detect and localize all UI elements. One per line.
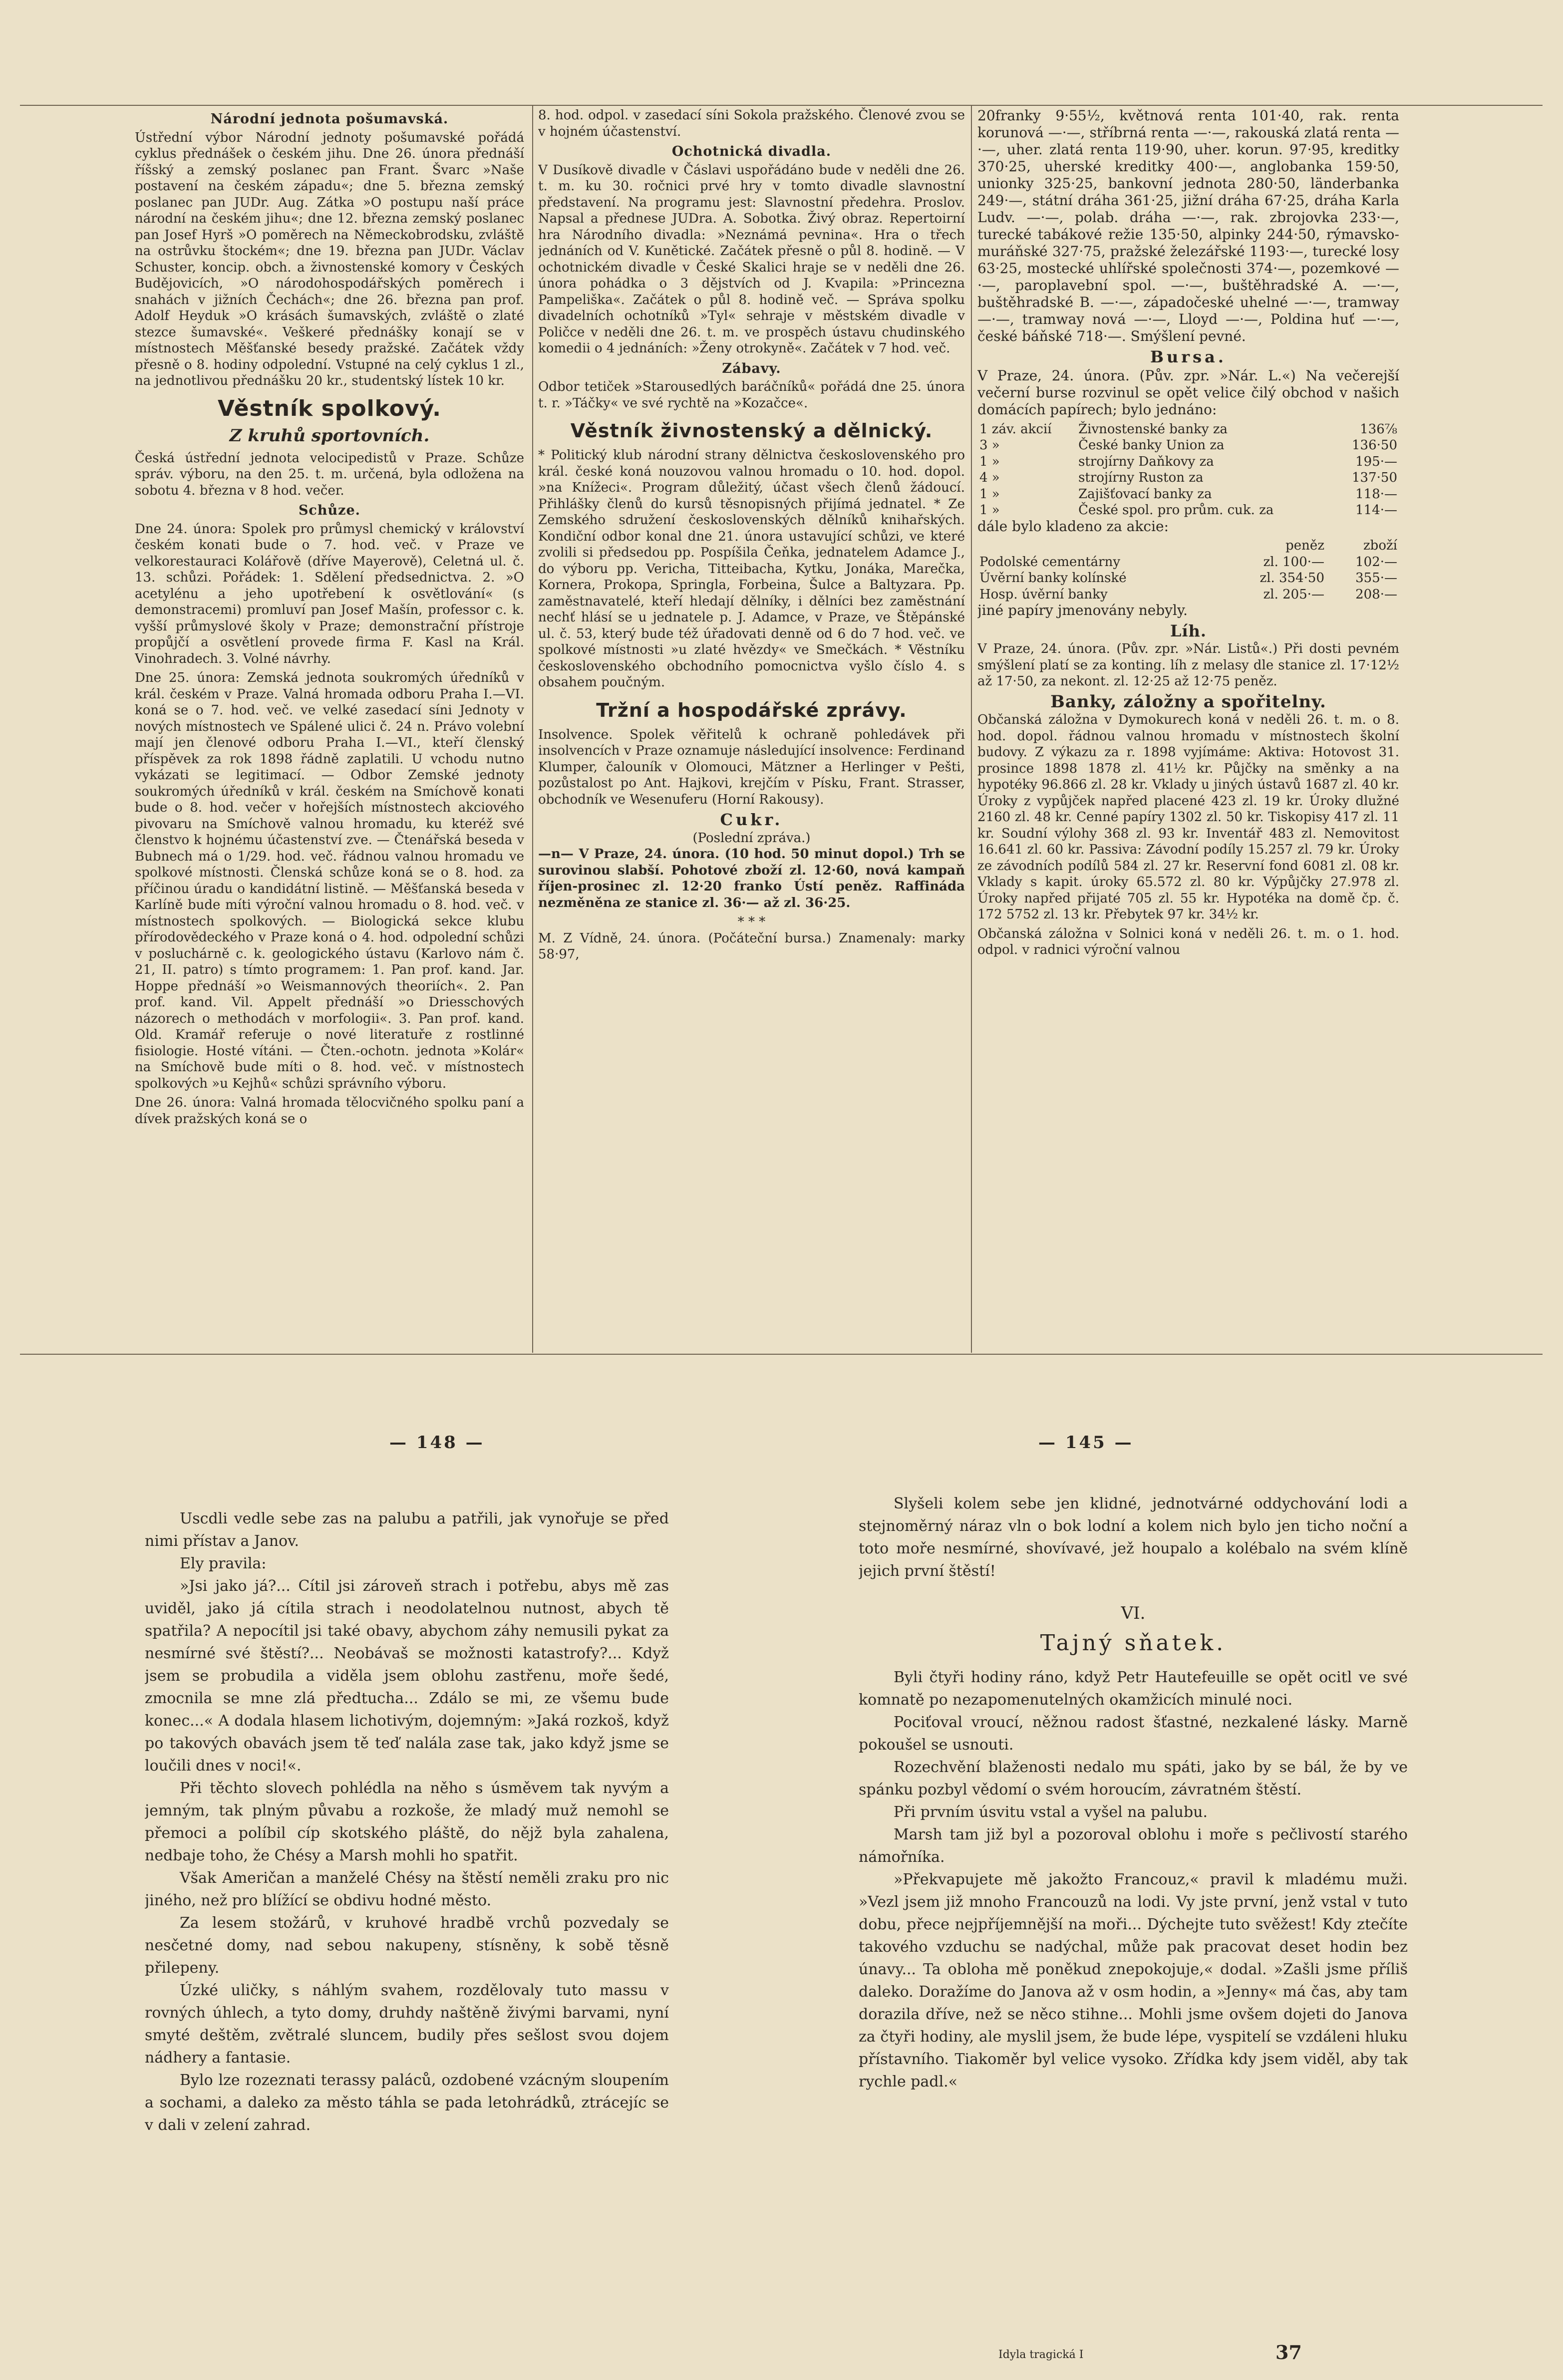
newspaper-column-2: [538, 107, 965, 1353]
schuze-text-2: Dne 25. února: Zemská jednota soukromých úředníků v král. českém v Praze. Valná hromada odboru Praha I.—VI. koná se o 7. hod. več. ve velké zasedací síni Jednoty v nových místnostech ve Spálené ulici č. 24 n. Právo volební mají jen členové odboru Praha I.—VI., kteří členský příspěvek za rok 1898 řádně zaplatili. U vchodu nutno vykázati se legitimací. — Odbor Zemské jednoty soukromých úředníků v král. českém na Smíchově konati bude o 8. hod. večer v hořejších místnostech akciového pivovaru na Smíchově valnou hromadu, ku kteréž své členstvo k hojnému účastenství zve. — Čtenářská beseda v Bubnech má o 1/29. hod. več. řádnou valnou hromadu ve spolkové místnosti. Členská schůze koná se o 8. hod. za příčinou úradu o kandidátní listině. — Měšťanská beseda v Karlíně bude míti výroční valnou hromadu o 8. hod. več. v místnostech spolkových. — Biologická sekce klubu přírodovědeckého v Praze koná o 4. hod. odpolední schůzi v posluchárně c. k. geologického ústavu (Karlovo nám č. 21, II. patro) s tímto programem: 1. Pan prof. kand. Jar. Hoppe přednáší »o Weismannových theoriích«. 2. Pan prof. kand. Vil. Appelt přednáší »o Driesschových názorech o methodách v morfologii«. 3. Pan prof. kand. Old. Kramář referuje o nové literatuře z rostlinné fisiologie. Hosté vítáni. — Čten.-ochotn. jednota »Kolár« na Smíchově bude míti o 8. hod. več. v místnostech spolkových »u Kejhů« schůzi správního výboru.: [135, 670, 524, 1091]
akcie-cell: Úvěrní banky kolínské: [979, 571, 1127, 586]
novel-paragraph: Marsh tam již byl a pozoroval oblohu i moře s pečlivostí starého námořníka.: [859, 1826, 1408, 1866]
stock-trades-table: [977, 421, 1399, 519]
stock-row: [977, 421, 1399, 438]
trzni-text: Insolvence. Spolek věřitelů k ochraně pohledávek při insolvencích v Praze oznamuje následující insolvence: Ferdinand Klumper, čalouník v Olomouci, Mätzner a Herlinger v Pešti, pozůstalost po Ant. Hajkovi, krejčím v Písku, Frant. Strasser, obchodník ve Wesenuferu (Horní Rakousy).: [538, 727, 965, 807]
novel-paragraph: »Jsi jako já?... Cítil jsi zároveň strach i potřebu, abys mě zas uviděl, jako já cítila strach i neodolatelnou nutnost, abych tě spatřila? A nepocítil jsi také obavy, abychom záhy nemusili pykat za nesmírné své štěstí?... Neobávaš se možnosti katastrofy?... Když jsem se probudila a viděla jsem oblohu zastřenu, moře šedé, zmocnila se mne zlá předtucha... Zdálo se mi, ze všemu bude konec...« A dodala hlasem lichotivým, dojemným: »Jaká rozkoš, když po takových obavách jsem tě teď nalála zase tak, jako když jsme se loučili dnes v noci!«.: [145, 1577, 669, 1775]
col3-intro: 20franky 9·55½, květnová renta 101·40, rak. renta korunová —·—, stříbrná renta —·—, rakouská zlatá renta —·—, uher. zlatá renta 119·90, uher. korun. 97·95, kreditky 370·25, uherské kreditky 400·—, anglobanka 159·50, unionky 325·25, bankovní jednota 280·50, länderbanka 249·—, státní dráha 361·25, jižní dráha 67·25, dráha Karla Ludv. —·—, polab. dráha —·—, rak. zbrojovka 233·—, turecké tabákové režie 135·50, alpinky 244·50, rýmavsko-muráňské 327·75, pražské železářské 1193·—, turecké losy 63·25, mostecké uhlířské společnosti 374·—, pozemkové —·—, paroplavební spol. —·—, buštěhradské A. —·—, buštěhradské B. —·—, západočeské uhelné —·—, tramway —·—, tramway nová —·—, Lloyd —·—, Poldina huť —·—, české báňské 718·—. Smýšlení pevné.: [977, 107, 1399, 344]
novel-paragraph: »Překvapujete mě jakožto Francouz,« pravil k mladému muži. »Vezl jsem již mnoho Francouzů na lodi. Vy jste první, jenž vstal v tuto dobu, přece nejpříjemnější na moři... Dýchejte tuto svěžest! Kdy ztečíte takového vzduchu se nadýchal, může pak pracovat deset hodin bez únavy... Ta obloha mě poněkud znepokojuje,« dodal. »Zašli jsme příliš daleko. Doražíme do Janova až v osm hodin, a »Jenny« má čas, aby tam dorazila dříve, než se něco stihne... Mohli jsme ovšem dojeti do Janova za čtyři hodiny, ale myslil jsem, že bude lépe, vyspitelí se vzdáleni hluku přístavního. Tiakoměr byl velice vysoko. Zřídka kdy jsem viděl, aby tak rychle padl.«: [859, 1871, 1408, 2090]
footer-note: Idyla tragická I: [998, 2349, 1084, 2361]
novel-left-page: [145, 1507, 669, 2366]
stock-cell: 114·—: [1355, 503, 1397, 518]
stock-cell: České spol. pro prům. cuk. za: [1078, 503, 1274, 518]
sport-text: Česká ústřední jednota velocipedistů v Praze. Schůze správ. výboru, na den 25. t. m. určená, byla odložena na sobotu 4. března v 8 hod. večer.: [135, 450, 524, 498]
chapter-title: Tajný sňatek.: [1040, 1630, 1227, 1656]
novel-paragraph: Rozechvění blaženosti nedalo mu spáti, jako by se bál, že by ve spánku pozbyl vědomí o svém horoucím, závratném štěstí.: [859, 1759, 1408, 1798]
dale-text: dále bylo kladeno za akcie:: [977, 518, 1169, 535]
vien-text: M. Z Vídně, 24. února. (Počáteční bursa.) Znamenaly: marky 58·97,: [538, 930, 965, 962]
banky-section-title: Banky, záložny a spořitelny.: [1050, 691, 1326, 712]
page-number-148: — 148 —: [389, 1433, 485, 1453]
novel-paragraph: Pociťoval vroucí, něžnou radost šťastné, nezkalené lásky. Marně pokoušel se usnouti.: [859, 1714, 1408, 1754]
cukr-text: —n— V Praze, 24. února. (10 hod. 50 minut dopol.) Trh se surovinou slabší. Pohotové zboží zl. 12·60, nová kampaň říjen-prosinec zl. 12·20 franko Ústí peněz. Raffináda nezměněna ze stanice zl. 36·— až zl. 36·25.: [538, 847, 965, 910]
akcie-cell: Hosp. úvěrní banky: [979, 587, 1108, 602]
chapter-number: VI.: [1121, 1603, 1146, 1623]
stock-cell: 1 »: [979, 503, 1000, 518]
akcie-row: [977, 554, 1399, 571]
trzni-section-title: Tržní a hospodářské zprávy.: [596, 699, 907, 721]
stock-cell: 4 »: [979, 470, 1000, 485]
stock-cell: 118·—: [1355, 486, 1397, 502]
schuze-text-3: Dne 26. února: Valná hromada tělocvičného spolku paní a dívek pražských koná se o: [135, 1095, 524, 1127]
novel-paragraph: Byli čtyři hodiny ráno, když Petr Hautefeuille se opět ocitl ve své komnatě po nezapomenutelných okamžicích minulé noci.: [859, 1669, 1408, 1709]
akcie-cell: zl. 354·50: [1259, 571, 1325, 586]
zbozi-header: zboží: [1363, 538, 1397, 553]
stock-cell: 136·50: [1352, 438, 1397, 453]
lih-section-title: Líh.: [1170, 621, 1207, 640]
novel-paragraph: Slyšeli kolem sebe jen klidné, jednotvárné oddychování lodi a stejnoměrný náraz vln o bok lodní a kolem nich bylo jen ticho noční a toto moře nesmírné, shovívavé, jež houpalo a kolébalo na svém klíně jejich první štěstí!: [859, 1495, 1408, 1580]
col2-intro: 8. hod. odpol. v zasedací síni Sokola pražského. Členové zvou se v hojném účastenství.: [538, 108, 965, 139]
novel-paragraph: Však Američan a manželé Chésy na štěstí neměli zraku pro nic jiného, než pro blížící se obdivu hodné město.: [145, 1869, 669, 1909]
banky-text: Občanská záložna v Dymokurech koná v neděli 26. t. m. o 8. hod. dopol. řádnou valnou hromadu v místnostech školní budovy. Z výkazu za r. 1898 vyjímáme: Aktiva: Hotovost 31. prosince 1898 1878 zl. 41½ kr. Půjčky na směnky a na hypotéky 96.866 zl. 28 kr. Vklady u jiných ústavů 1687 zl. 40 kr. Úroky z vypůjček napřed placené 423 zl. 19 kr. Úroky dlužné 2160 zl. 48 kr. Cenné papíry 1302 zl. 50 kr. Tiskopisy 417 zl. 11 kr. Soudní výlohy 368 zl. 93 kr. Inventář 483 zl. Nemovitost 16.641 zl. 60 kr. Passiva: Závodní podíly 15.257 zl. 79 kr. Úroky ze závodních podílů 584 zl. 27 kr. Reservní fond 6081 zl. 08 kr. Vklady s kapit. úroky 65.572 zl. 80 kr. Výpůjčky 27.978 zl. Úroky napřed přijaté 705 zl. 55 kr. Hypotéka na domě čp. č. 172 5752 zl. 13 kr. Přebytek 97 kr. 34½ kr.: [977, 712, 1399, 922]
ochot-section-title: Ochotnická divadla.: [671, 144, 832, 159]
stock-cell: 1 »: [979, 486, 1000, 502]
stock-cell: 1 »: [979, 454, 1000, 469]
stock-row: [977, 437, 1399, 454]
newspaper-column-3: [977, 107, 1399, 1353]
sumava-text: Ústřední výbor Národní jednoty pošumavské pořádá cyklus přednášek o českém jihu. Dne 26. února přednáší říšský a zemský poslanec pan Frant. Švarc »Naše postavení na českém západu«; dne 5. března zemský poslanec pan JUDr. Aug. Zátka »O postupu naší práce národní na českém jihu«; dne 12. března zemský poslanec pan Josef Hyrš »O poměrech na Německobrodsku, zvláště na ostrůvku štockém«; dne 19. března pan JUDr. Václav Schuster, koncip. obch. a živnostenské komory v Českých Budějovicích, »O národohospodářských poměrech i snahách v jižních Čechách«; dne 26. března pan prof. Adolf Heyduk »O krásách šumavských, zvláště o zlaté stezce šumavské«. Veškeré přednášky konají se v místnostech Měšťanské besedy pražské. Začátek vždy přesně o 8. hodiny odpolední. Vstupné na celý cyklus 1 zl., na jednotlivou přednášku 20 kr., studentský lístek 10 kr.: [135, 130, 524, 388]
zabavy-text: Odbor tetiček »Starousedlých baráčníků« pořádá dne 25. února t. r. »Táčky« ve své rychtě na »Kozačce«.: [538, 379, 965, 411]
column-divider-1: [532, 105, 533, 1353]
novel-paragraph: Při těchto slovech pohlédla na něho s úsměvem tak nyvým a jemným, tak plným půvabu a rozkoše, že mladý muž nemohl se přemoci a políbil cíp skotského pláště, do nějž byla zahalena, nedbaje toho, že Chésy a Marsh mohli ho spatřit.: [145, 1780, 669, 1864]
column-divider-2: [971, 105, 972, 1353]
vestnik-spolkovy-title: Věstník spolkový.: [217, 395, 442, 421]
top-border-rule: [20, 105, 1543, 106]
banky-text-2: Občanská záložna v Solnici koná v neděli 26. t. m. o 1. hod. odpol. v radnici výroční valnou: [977, 926, 1399, 957]
stock-row: [977, 502, 1399, 519]
akcie-cell: Podolské cementárny: [979, 554, 1121, 570]
akcie-cell: zl. 100·—: [1263, 554, 1325, 570]
novel-paragraph: Při prvním úsvitu vstal a vyšel na palubu.: [894, 1803, 1208, 1821]
stock-cell: 137·50: [1352, 470, 1397, 485]
penez-header: peněz: [1285, 538, 1325, 553]
stock-cell: 1 záv. akcií: [979, 421, 1052, 437]
stock-row: [977, 470, 1399, 486]
novel-paragraph: Úzké uličky, s náhlým svahem, rozdělovaly tuto massu v rovných úhlech, a tyto domy, druhdy naštěně živými barvami, nyní smyté deštěm, zvětralé sluncem, budily přes sešlost svou dojem nádhery a fantasie.: [145, 1982, 669, 2067]
stock-cell: 136⅞: [1360, 421, 1397, 437]
separator-stars: * * *: [737, 914, 766, 929]
cukr-subtitle: (Poslední zpráva.): [692, 830, 811, 846]
novel-paragraph: Bylo lze rozeznati terassy paláců, ozdobené vzácným sloupením a sochami, a daleko za město táhla se pada letohrádků, ztrácejíc se v dali v zelení zahrad.: [145, 2072, 669, 2134]
novel-right-page: [859, 1492, 1408, 2346]
akcie-row: [977, 587, 1399, 603]
stock-row: [977, 486, 1399, 503]
akcie-cell: 208·—: [1355, 587, 1397, 602]
bursa-text: V Praze, 24. února. (Pův. zpr. »Nár. L.«) Na večerejší večerní burse rozvinul se opět velice čilý obchod v našich domácích papírech; bylo jednáno:: [977, 367, 1399, 418]
page-number-145: — 145 —: [1038, 1433, 1134, 1453]
bottom-border-rule: [20, 1354, 1543, 1355]
lih-text: V Praze, 24. února. (Pův. zpr. »Nár. Listů«.) Při dosti pevném smýšlení platí se za konting. líh z melasy dle stanice zl. 17·12½ až 17·50, za nekont. zl. 12·25 až 12·75 peněz.: [977, 641, 1399, 689]
newspaper-column-1: [135, 107, 524, 1353]
zabavy-section-title: Zábavy.: [722, 360, 781, 376]
stock-cell: Zajišťovací banky za: [1078, 486, 1212, 502]
novel-page-number: 37: [1275, 2341, 1302, 2364]
jine-text: jiné papíry jmenovány nebyly.: [977, 602, 1188, 618]
stock-cell: 195·—: [1355, 454, 1397, 469]
stock-cell: České banky Union za: [1078, 438, 1225, 453]
akcie-cell: 102·—: [1355, 554, 1397, 570]
stock-cell: Živnostenské banky za: [1078, 421, 1228, 437]
sumava-section-title: Národní jednota pošumavská.: [210, 111, 449, 127]
sport-section-title: Z kruhů sportovních.: [229, 425, 430, 446]
zivno-text: * Politický klub národní strany dělnictva československého pro král. české koná nouzovou valnou hromadu o 10. hod. dopol. »na Knížeci«. Program důležitý, účast všech členů žádoucí. Přihlášky členů do kursů těsnopisných přijímá jednatel. * Ze Zemského sdružení československých dělníků knihařských. Kondiční odbor konal dne 21. února ustavující schůzi, ve které zvolili si předsedou pp. Pospíšila Čeňka, jednatelem Adamce J., do výboru pp. Vericha, Titteibacha, Kytku, Jonáka, Marečka, Kornera, Prokopa, Springla, Forbeina, Šulce a Baltyzara. Pp. zaměstnavatelé, kteří hledají dělníky, i dělníci bez zaměstnání nechť hlásí se u jednatele p. J. Adamce, v Praze, ve Štěpánské ul. č. 53, který bude též úřadovati denně od 6 do 7 hod. več. ve spolkové místnosti »u zlaté hvězdy« ve Smečkách. * Věstníku československého obchodního pomocnictva vyšlo číslo 4. s obsahem poučným.: [538, 448, 965, 690]
novel-paragraph: Za lesem stožárů, v kruhové hradbě vrchů pozvedaly se nesčetné domy, nad sebou nakupeny, stísněny, k sobě těsně přilepeny.: [145, 1914, 669, 1977]
zivno-section-title: Věstník živnostenský a dělnický.: [570, 420, 933, 442]
novel-paragraph: Uscdli vedle sebe zas na palubu a patřili, jak vynořuje se před nimi přístav a Janov.: [145, 1510, 669, 1550]
stock-row: [977, 454, 1399, 470]
akcie-cell: 355·—: [1355, 571, 1397, 586]
stock-cell: strojírny Ruston za: [1078, 470, 1204, 485]
cukr-section-title: Cukr.: [720, 810, 783, 829]
stock-cell: 3 »: [979, 438, 1000, 453]
stock-cell: strojírny Daňkovy za: [1078, 454, 1214, 469]
akcie-cell: zl. 205·—: [1263, 587, 1325, 602]
akcie-bids-table: [977, 538, 1399, 602]
schuze-text: Dne 24. února: Spolek pro průmysl chemický v království českém konati bude o 7. hod. več. v Praze ve velkorestauraci Kolářově (dříve Mayerově), Celetná ul. č. 13. schůzi. Pořádek: 1. Sdělení předsednictva. 2. »O acetylénu a jeho upotřebení k osvětlování« (s demonstracemi) promluví pan Josef Mašín, professor c. k. vyšší průmyslové školy v Praze; demonstrační přístroje propůjčí a osvětlení provede firma F. Kasl na Král. Vinohradech. 3. Volné návrhy.: [135, 521, 524, 666]
novel-paragraph: Ely pravila:: [180, 1555, 267, 1572]
akcie-row: [977, 570, 1399, 587]
ochot-text: V Dusíkově divadle v Čáslavi uspořádáno bude v neděli dne 26. t. m. ku 30. ročnici prvé hry v tomto divadle slavnostní představení. Na programu jest: Slavnostní předehra. Proslov. Napsal a přednese JUDra. A. Sobotka. Živý obraz. Repertoirní hra Národního divadla: »Neznámá pevnina«. Hra o třech jednáních od V. Kunětické. Začátek přesně o půl 8. hodině. — V ochotnickém divadle v České Skalici hraje se v neděli dne 26. února pohádka o 3 dějstvích od J. Kvapila: »Princezna Pampeliška«. Začátek o půl 8. hodině več. — Správa spolku divadelních ochotníků »Tyl« sehraje v městském divadle v Poličce v neděli dne 26. t. m. ve prospěch ústavu chudinského komedii o 4 jednáních: »Ženy otrokyně«. Začátek v 7 hod. več.: [538, 162, 965, 356]
bursa-section-title: Bursa.: [1150, 347, 1227, 366]
schuze-section-title: Schůze.: [298, 503, 361, 518]
